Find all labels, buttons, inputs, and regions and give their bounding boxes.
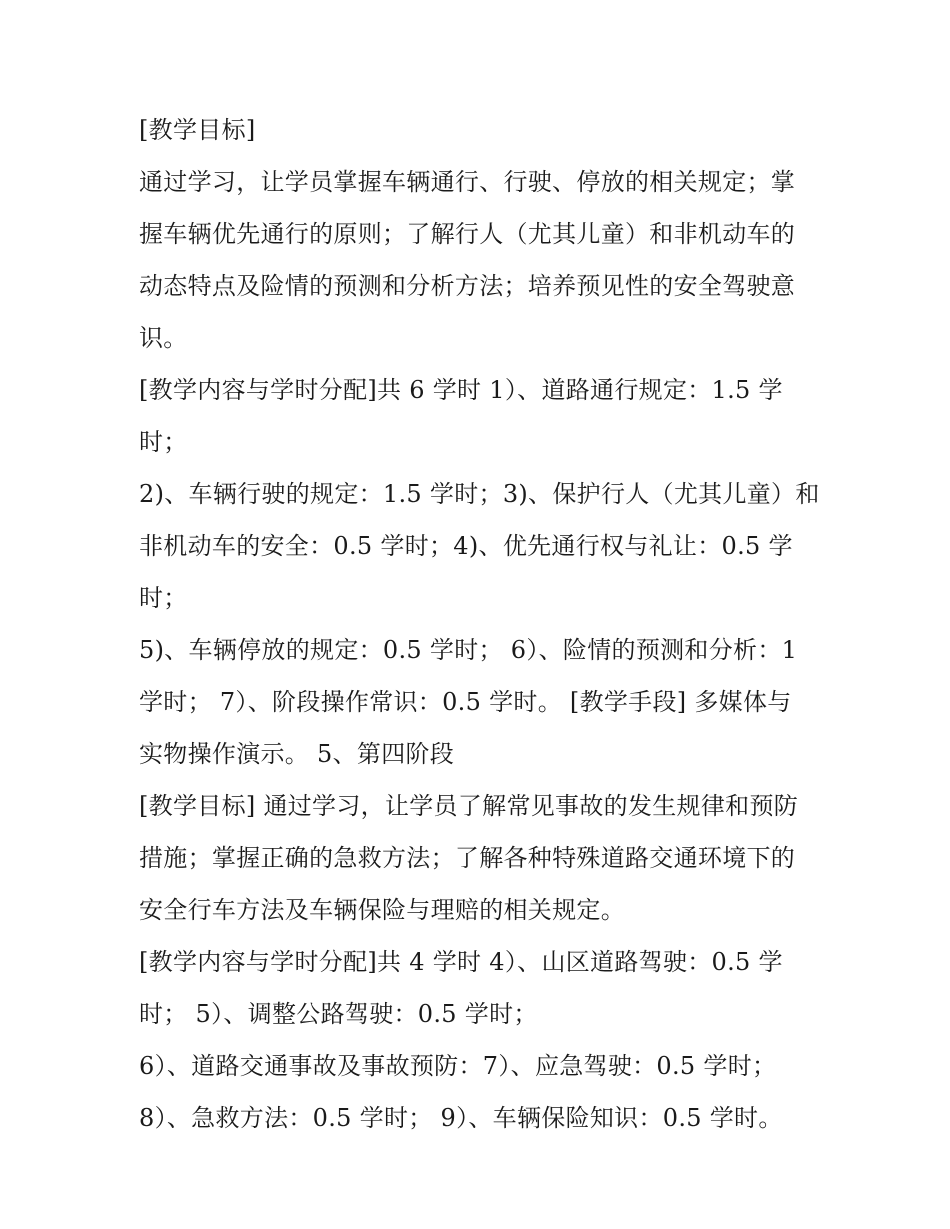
text-line: 时； 5）、调整公路驾驶：0.5 学时； xyxy=(139,1000,538,1028)
line-teaching-goal-heading: [教学目标] xyxy=(139,116,256,144)
text-line: 实物操作演示。 5、第四阶段 xyxy=(139,740,455,768)
text-line: 措施；掌握正确的急救方法；了解各种特殊道路交通环境下的 xyxy=(139,844,796,872)
text-line: 6）、道路交通事故及事故预防：7）、应急驾驶：0.5 学时； xyxy=(139,1052,777,1080)
text-line: 识。 xyxy=(139,324,188,352)
text-line: 时； xyxy=(139,584,188,612)
text-line: 5)、车辆停放的规定：0.5 学时； 6）、险情的预测和分析：1 xyxy=(139,636,798,664)
text-line: [教学目标] 通过学习，让学员了解常见事故的发生规律和预防 xyxy=(139,792,799,820)
text-line: 8）、急救方法：0.5 学时； 9）、车辆保险知识：0.5 学时。 xyxy=(139,1104,783,1132)
text-line: 安全行车方法及车辆保险与理赔的相关规定。 xyxy=(139,896,625,924)
text-line: 2)、车辆行驶的规定：1.5 学时；3)、保护行人（尤其儿童）和 xyxy=(139,480,820,508)
text-line: 通过学习，让学员掌握车辆通行、行驶、停放的相关规定；掌 xyxy=(139,168,796,196)
text-line: 非机动车的安全：0.5 学时；4)、优先通行权与礼让：0.5 学 xyxy=(139,532,793,560)
text-line: [教学内容与学时分配]共 4 学时 4）、山区道路驾驶：0.5 学 xyxy=(139,948,783,976)
text-line: 动态特点及险情的预测和分析方法；培养预见性的安全驾驶意 xyxy=(139,272,796,300)
text-line: 时； xyxy=(139,428,188,456)
text-line: 学时； 7）、阶段操作常识：0.5 学时。 [教学手段] 多媒体与 xyxy=(139,688,792,716)
text-line: [教学内容与学时分配]共 6 学时 1）、道路通行规定：1.5 学 xyxy=(139,376,783,404)
text-line: 握车辆优先通行的原则；了解行人（尤其儿童）和非机动车的 xyxy=(139,220,796,248)
